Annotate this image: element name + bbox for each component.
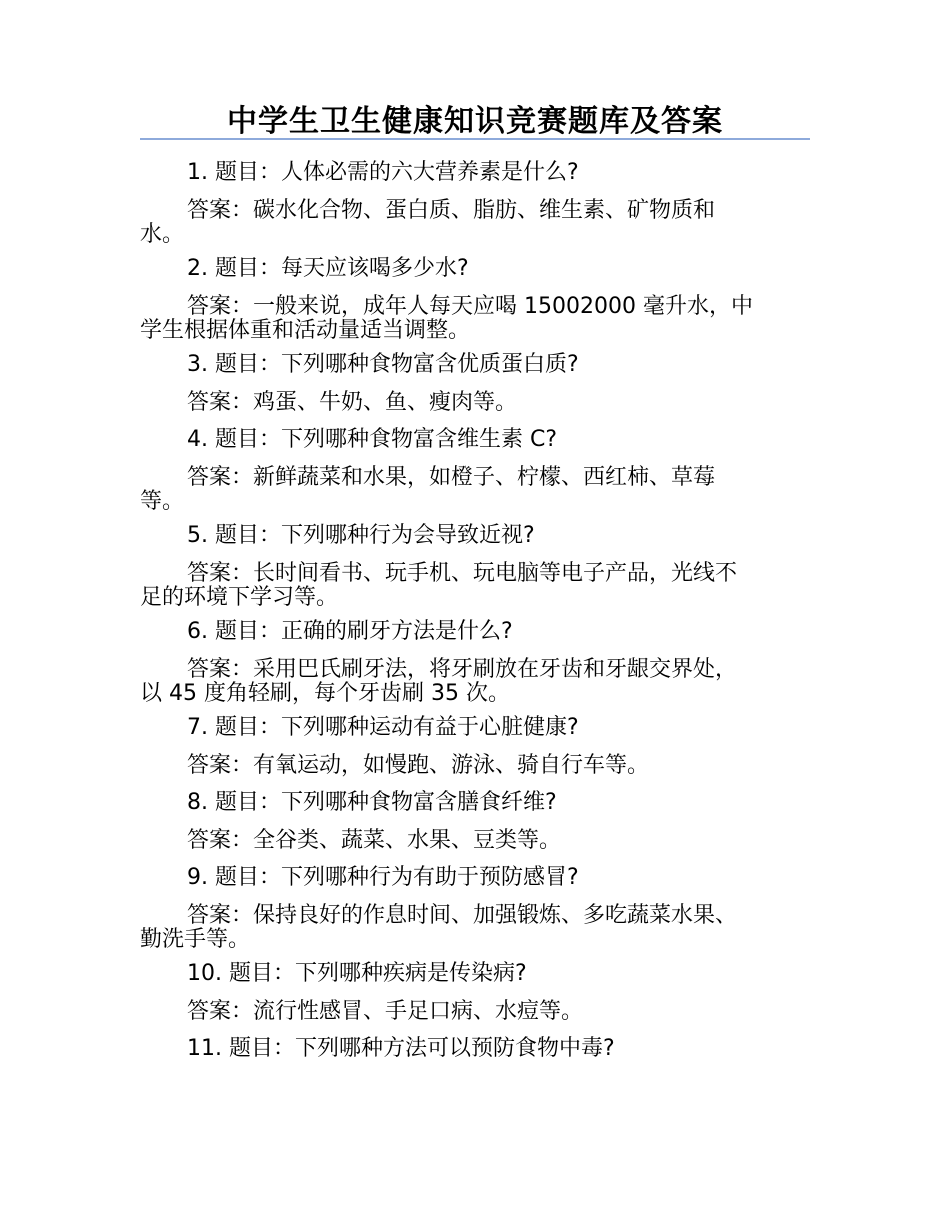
answer-1-cont: 水。 bbox=[140, 222, 185, 247]
answer-5-cont: 足的环境下学习等。 bbox=[140, 585, 339, 610]
answer-4: 答案：新鲜蔬菜和水果，如橙子、柠檬、西红柿、草莓 bbox=[187, 465, 716, 490]
question-8: 8. 题目：下列哪种食物富含膳食纤维? bbox=[187, 790, 557, 815]
answer-9: 答案：保持良好的作息时间、加强锻炼、多吃蔬菜水果、 bbox=[187, 903, 738, 928]
question-11: 11. 题目：下列哪种方法可以预防食物中毒? bbox=[187, 1036, 615, 1061]
answer-5: 答案：长时间看书、玩手机、玩电脑等电子产品，光线不 bbox=[187, 561, 738, 586]
answer-9-cont: 勤洗手等。 bbox=[140, 927, 251, 952]
answer-2: 答案：一般来说，成年人每天应喝 15002000 毫升水，中 bbox=[187, 294, 753, 319]
document-title: 中学生卫生健康知识竞赛题库及答案 bbox=[227, 104, 723, 139]
question-9: 9. 题目：下列哪种行为有助于预防感冒? bbox=[187, 865, 579, 890]
answer-2-cont: 学生根据体重和活动量适当调整。 bbox=[140, 318, 471, 343]
answer-7: 答案：有氧运动，如慢跑、游泳、骑自行车等。 bbox=[187, 753, 650, 778]
answer-4-cont: 等。 bbox=[140, 489, 185, 514]
question-5: 5. 题目：下列哪种行为会导致近视? bbox=[187, 523, 535, 548]
question-7: 7. 题目：下列哪种运动有益于心脏健康? bbox=[187, 715, 579, 740]
title-underline bbox=[140, 138, 810, 140]
answer-6: 答案：采用巴氏刷牙法，将牙刷放在牙齿和牙龈交界处， bbox=[187, 657, 738, 682]
question-6: 6. 题目：正确的刷牙方法是什么? bbox=[187, 619, 513, 644]
question-4: 4. 题目：下列哪种食物富含维生素 C? bbox=[187, 427, 558, 452]
question-10: 10. 题目：下列哪种疾病是传染病? bbox=[187, 961, 527, 986]
answer-3: 答案：鸡蛋、牛奶、鱼、瘦肉等。 bbox=[187, 390, 518, 415]
answer-8: 答案：全谷类、蔬菜、水果、豆类等。 bbox=[187, 828, 562, 853]
question-3: 3. 题目：下列哪种食物富含优质蛋白质? bbox=[187, 352, 579, 377]
question-2: 2. 题目：每天应该喝多少水? bbox=[187, 256, 469, 281]
answer-1: 答案：碳水化合物、蛋白质、脂肪、维生素、矿物质和 bbox=[187, 198, 716, 223]
answer-6-cont: 以 45 度角轻刷，每个牙齿刷 35 次。 bbox=[140, 681, 510, 706]
answer-10: 答案：流行性感冒、手足口病、水痘等。 bbox=[187, 999, 584, 1024]
question-1: 1. 题目：人体必需的六大营养素是什么? bbox=[187, 160, 579, 185]
